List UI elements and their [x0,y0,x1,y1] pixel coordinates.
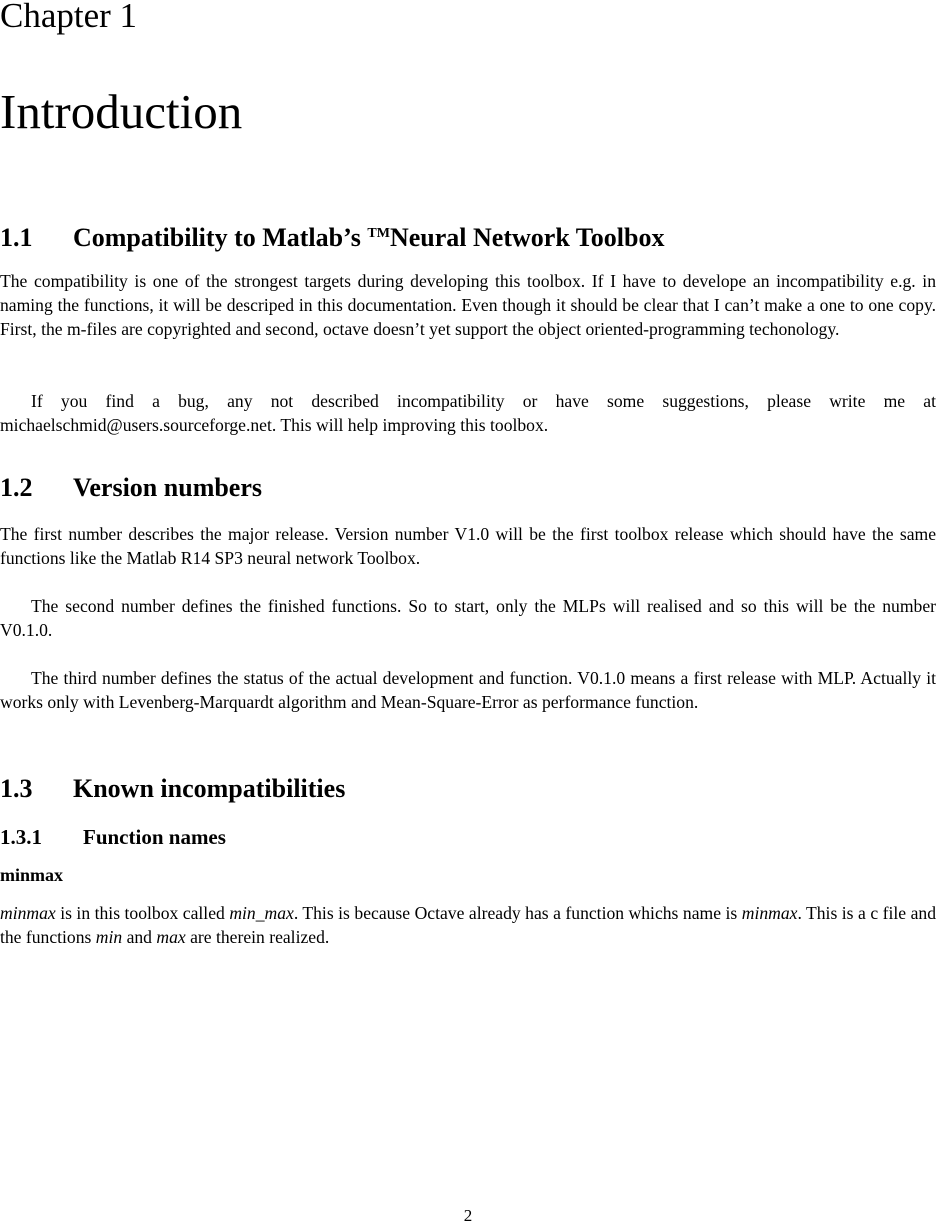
section-title-part: Compatibility to Matlab’s [73,223,368,252]
page-number: 2 [463,1206,473,1225]
subsection-number: 1.3.1 [0,825,42,849]
paragraph-minmax [0,901,936,949]
subsection-heading-1-3-1 [0,824,226,850]
text-run: are therein realized. [185,927,330,947]
text-run: . This is because Octave already has a function whichs name is [293,903,742,923]
paragraph-finished-functions: The second number defines the finished functions. So to start, only the MLPs will realised and so this will be the number V0.1.0. [0,596,936,640]
paragraph-compatibility: The compatibility is one of the strongest targets during developing this toolbox. If I have to develope an incompatibility e.g. in naming the functions, it will be descriped in this documentation. Even though it should be clear that I can’t make a one to one copy. First, the m-files are copyrighted and second, octave doesn’t yet support the object oriented-programming techonology. [0,271,936,339]
code-name: min_max [229,903,294,923]
text-run: is in this toolbox called [55,903,230,923]
section-title: Known incompatibilities [73,774,346,803]
trademark-mark: TM [367,226,390,241]
paragraph-bug-report: If you find a bug, any not described incompatibility or have some suggestions, please write me at michaelschmid@users.sourceforge.net. This will help improving this toolbox. [0,391,936,435]
paragraph-major-release: The first number describes the major release. Version number V1.0 will be the first toolbox release which should have the same functions like the Matlab R14 SP3 neural network Toolbox. [0,524,936,568]
text-run: . This is a c file and the functions [0,903,936,947]
chapter-title: Introduction [0,84,243,139]
section-number: 1.2 [0,473,33,502]
section-title-part: Neural Network Toolbox [389,223,665,252]
code-name: minmax [741,903,798,923]
chapter-label: Chapter 1 [0,0,138,35]
text-run: and [122,927,157,947]
section-number: 1.1 [0,223,33,252]
section-number: 1.3 [0,774,33,803]
section-heading-1-3 [0,774,345,804]
code-name: min [95,927,123,947]
section-heading-1-2 [0,473,262,503]
code-name: minmax [0,903,56,923]
code-name: max [156,927,186,947]
section-heading-1-1 [0,219,664,253]
subsection-title: Function names [83,825,226,849]
paragraph-heading-minmax: minmax [0,865,63,885]
section-title: Version numbers [73,473,263,502]
paragraph-development-status: The third number defines the status of the actual development and function. V0.1.0 means a first release with MLP. Actually it works only with Levenberg-Marquardt algorithm and Mean-Square-Error as performance function. [0,668,936,712]
